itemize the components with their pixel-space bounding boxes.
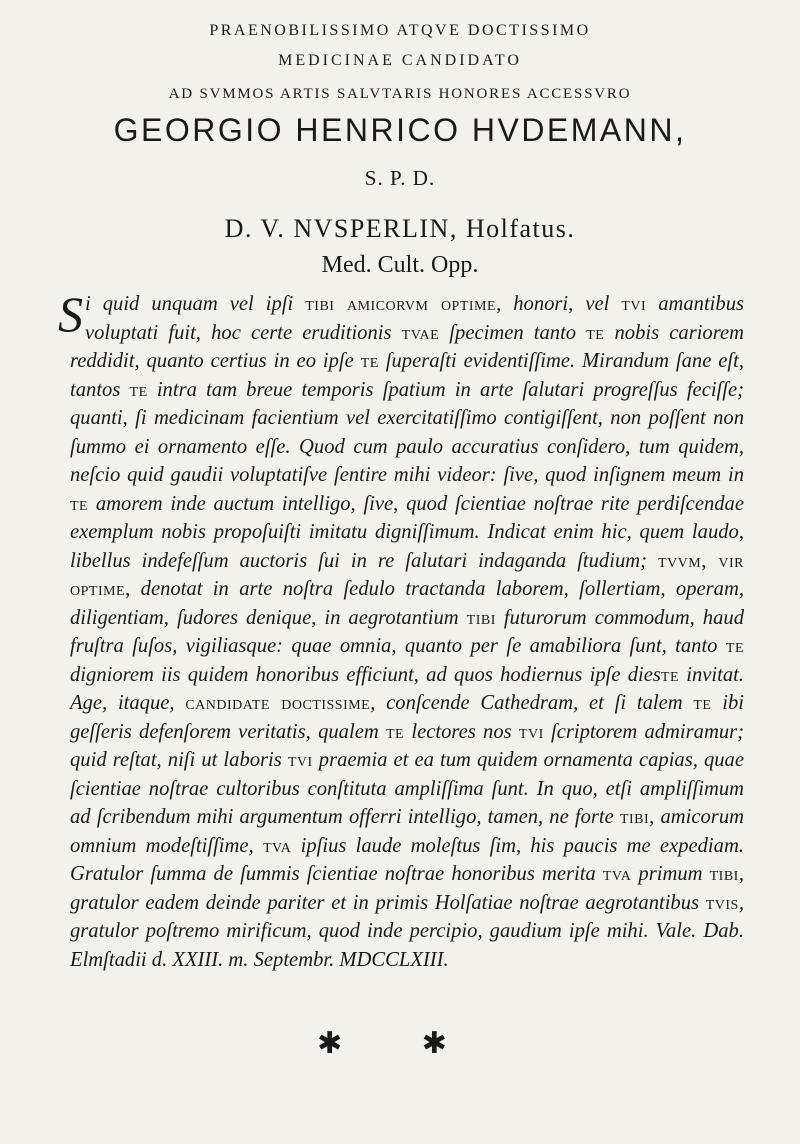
text-smallcaps: te: [129, 378, 148, 401]
text-segment: , honori, vel: [496, 293, 622, 315]
text-smallcaps: te: [385, 720, 405, 743]
text-smallcaps: tvis: [705, 891, 739, 914]
text-smallcaps: candidate doctissime: [185, 692, 371, 714]
text-smallcaps: te: [725, 635, 744, 657]
text-segment: nobis cariorem reddidit, quanto certius in eo ipſe: [70, 321, 744, 372]
dedication-line-2: MEDICINAE CANDIDATO: [278, 52, 522, 69]
text-segment: , gratulor eadem deinde pariter et in primis Holſatiae noſtrae aegrotantibus: [70, 863, 744, 914]
text-smallcaps: tibi: [619, 806, 650, 828]
text-smallcaps: te: [693, 692, 712, 714]
text-smallcaps: tibi: [709, 863, 739, 885]
text-segment: digniorem iis quidem honoribus efficiunt, ad quos hodiernus ipſe dies: [70, 663, 661, 686]
author-name: D. V. NVSPERLIN, Holfatus.: [224, 214, 576, 243]
text-smallcaps: tvvm, vir optime: [70, 549, 744, 600]
text-smallcaps: tvi: [621, 293, 647, 315]
text-segment: amorem inde auctum intelligo, ſive, quod ſcientiae noſtrae rite perdiſcendae exemplum nobis propoſuiſti imitatu digniſſimum. Indicat enim hic, quem laudo, libellus indefeſſum auctoris ſui in re ſalutari indaganda ſtudium;: [70, 492, 744, 572]
dedication-line-1: PRAENOBILISSIMO ATQVE DOCTISSIMO: [209, 22, 591, 39]
text-segment: praemia et ea tum quidem ornamenta capias, quae ſcientiae noſtrae cultoribus conſtituta ampliſſima ſunt. In quo, etſi ampliſſimum ad ſcribendum mihi argumentum offerri intelligo, tamen, ne forte: [70, 749, 744, 828]
text-smallcaps: te: [660, 663, 680, 686]
text-smallcaps: tva: [262, 834, 292, 857]
salutation: S. P. D.: [364, 166, 436, 190]
text-segment: ſcriptorem admiramur; quid reſtat, niſi ut laboris: [70, 720, 744, 771]
drop-cap: S: [58, 286, 83, 342]
text-segment: ibi geſſeris defenſorem veritatis, qualem: [70, 692, 744, 743]
text-segment: futurorum commodum, haud fruſtra ſuſos, vigiliasque: quae omnia, quanto per ſe amabiliora ſunt, tanto: [70, 606, 744, 657]
text-segment: , amicorum omnium modeſtiſſime,: [70, 806, 744, 857]
text-segment: , conſcende Cathedram, et ſi talem: [370, 692, 694, 714]
text-segment: ipſius laude moleſtus ſim, his paucis me expediam. Gratulor ſumma de ſummis ſcientiae noſtrae honoribus merita: [70, 834, 744, 885]
text-smallcaps: tva: [602, 863, 632, 885]
dedication-line-3: AD SVMMOS ARTIS SALVTARIS HONORES ACCESSVRO: [168, 86, 632, 102]
text-segment: , denotat in arte noſtra ſedulo tractanda laborem, ſollertiam, operam, diligentiam, ſudores denique, in aegrotantium: [70, 578, 744, 629]
text-smallcaps: te: [586, 321, 605, 344]
text-smallcaps: tvae: [401, 321, 440, 344]
text-smallcaps: tvi: [287, 749, 313, 771]
text-segment: intra tam breue temporis ſpatium in arte ſalutari progreſſus feciſſe; quanti, ſi medicinam facientium vel exercitatiſſimo contigiſſent, non poſſent non ſummo ei ornamento eſſe. Quod cum paulo accuratius conſidero, tum quidem, neſcio quid gaudii voluptatiſve ſentire mihi videor: ſive, quod inſignem meum in: [70, 378, 745, 486]
text-smallcaps: te: [360, 350, 379, 372]
recipient-name: GEORGIO HENRICO HVDEMANN,: [113, 112, 687, 148]
text-smallcaps: te: [70, 492, 89, 515]
text-segment: invitat. Age, itaque,: [70, 663, 745, 714]
text-smallcaps: tibi amicorvm optime: [305, 293, 497, 315]
text-segment: , gratulor poſtremo mirificum, quod inde percipio, gaudium ipſe mihi. Vale. Dab. Elmſtadii d. XXIII. m. Septembr. MDCCLXIII.: [70, 891, 744, 971]
text-segment: primum: [631, 863, 710, 885]
text-segment: lectores nos: [404, 720, 519, 743]
author-title: Med. Cult. Opp.: [321, 252, 479, 278]
letter-body: [58, 286, 745, 974]
text-segment: i quid unquam vel ipſi: [85, 293, 306, 315]
ornament-stars: ✱ ✱: [317, 1027, 483, 1060]
text-segment: amantibus voluptati fuit, hoc certe eruditionis: [85, 293, 745, 344]
text-segment: ſuperaſti evidentiſſime. Mirandum ſane eſt, tantos: [70, 350, 745, 401]
text-smallcaps: tvi: [518, 720, 544, 743]
text-segment: ſpecimen tanto: [439, 321, 587, 344]
text-smallcaps: tibi: [466, 606, 496, 629]
